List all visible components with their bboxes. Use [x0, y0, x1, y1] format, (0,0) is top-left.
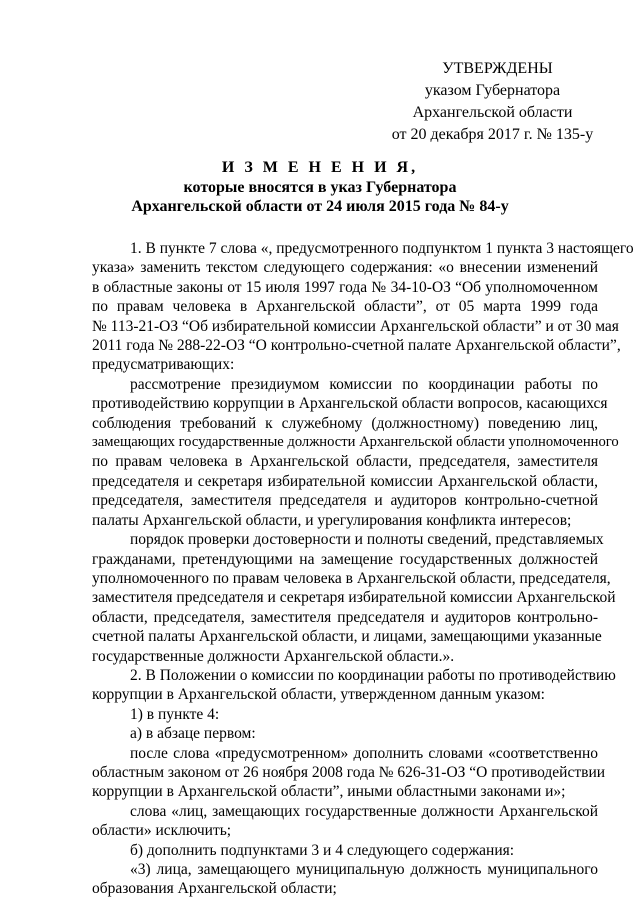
- body-line: палаты Архангельской области, и урегулирования конфликта интересов;: [92, 511, 572, 529]
- body-line: а) в абзаце первом:: [130, 725, 256, 743]
- title-line: Архангельской области от 24 июля 2015 года № 84-у: [131, 198, 509, 215]
- body-line: № 113-21-ОЗ “Об избирательной комиссии Архангельской области” и от 30 мая: [92, 317, 619, 335]
- body-line: противодействию коррупции в Архангельской области вопросов, касающихся: [92, 395, 608, 413]
- body-line: уполномоченного по правам человека в Архангельской области, председателя,: [92, 569, 611, 587]
- body-line: области, председателя, заместителя председателя и аудиторов контрольно-: [92, 608, 598, 626]
- body-line: председателя, заместителя председателя и аудиторов контрольно-счетной: [92, 492, 598, 510]
- body-line: в областные законы от 15 июля 1997 года № 34-10-ОЗ “Об уполномоченном: [92, 278, 598, 296]
- approval-heading: УТВЕРЖДЕНЫ: [442, 60, 553, 77]
- body-line: указа» заменить текстом следующего содержания: «о внесении изменений: [92, 259, 598, 277]
- body-line: замещающих государственные должности Архангельской области уполномоченного: [92, 434, 619, 451]
- body-line: коррупции в Архангельской области”, иными областными законами и»;: [92, 783, 566, 801]
- body-line: порядок проверки достоверности и полноты сведений, представляемых: [130, 531, 604, 549]
- approval-date: от 20 декабря 2017 г. № 135-у: [391, 126, 594, 143]
- title-line: которые вносятся в указ Губернатора: [183, 178, 457, 196]
- body-line: 1) в пункте 4:: [130, 705, 220, 723]
- body-line: слова «лиц, замещающих государственные должности Архангельской: [130, 802, 598, 820]
- body-line: областным законом от 26 ноября 2008 года № 626-31-ОЗ “О противодействии: [92, 763, 606, 781]
- body-line: предусматривающих:: [92, 356, 235, 374]
- title-heading: И З М Е Н Е Н И Я,: [221, 159, 419, 176]
- body-line: 2. В Положении о комиссии по координации работы по противодействию: [130, 666, 616, 684]
- body-line: после слова «предусмотренном» дополнить словами «соответственно: [130, 744, 598, 762]
- body-line: гражданами, претендующими на замещение государственных должностей: [92, 550, 598, 568]
- body-line: счетной палаты Архангельской области, и лицами, замещающими указанные: [92, 628, 602, 646]
- body-line: образования Архангельской области;: [92, 880, 337, 898]
- body-line: рассмотрение президиумом комиссии по координации работы по: [130, 375, 598, 393]
- body-line: «3) лица, замещающего муниципальную должность муниципального: [130, 861, 598, 878]
- body-line: по правам человека в Архангельской области”, от 05 марта 1999 года: [92, 298, 598, 316]
- document-title: [90, 158, 550, 217]
- body-line: заместителя председателя и секретаря избирательной комиссии Архангельской: [92, 589, 616, 607]
- approval-stamp: [380, 58, 605, 146]
- document-body: [92, 239, 634, 899]
- body-line: государственные должности Архангельской области.».: [92, 647, 455, 665]
- body-line: 2011 года № 288-22-ОЗ “О контрольно-счетной палате Архангельской области”,: [92, 337, 621, 355]
- body-line: соблюдения требований к служебному (должностному) поведению лиц,: [92, 414, 598, 432]
- body-line: б) дополнить подпунктами 3 и 4 следующего содержания:: [130, 841, 515, 859]
- approval-line: указом Губернатора: [424, 82, 561, 99]
- body-line: коррупции в Архангельской области, утвержденном данным указом:: [92, 686, 545, 704]
- body-line: 1. В пункте 7 слова «, предусмотренного подпунктом 1 пункта 3 настоящего: [130, 240, 634, 257]
- body-line: председателя и секретаря избирательной комиссии Архангельской области,: [92, 472, 598, 490]
- body-line: области» исключить;: [92, 822, 232, 840]
- approval-line: Архангельской области: [412, 104, 573, 121]
- body-line: по правам человека в Архангельской области, председателя, заместителя: [92, 453, 598, 471]
